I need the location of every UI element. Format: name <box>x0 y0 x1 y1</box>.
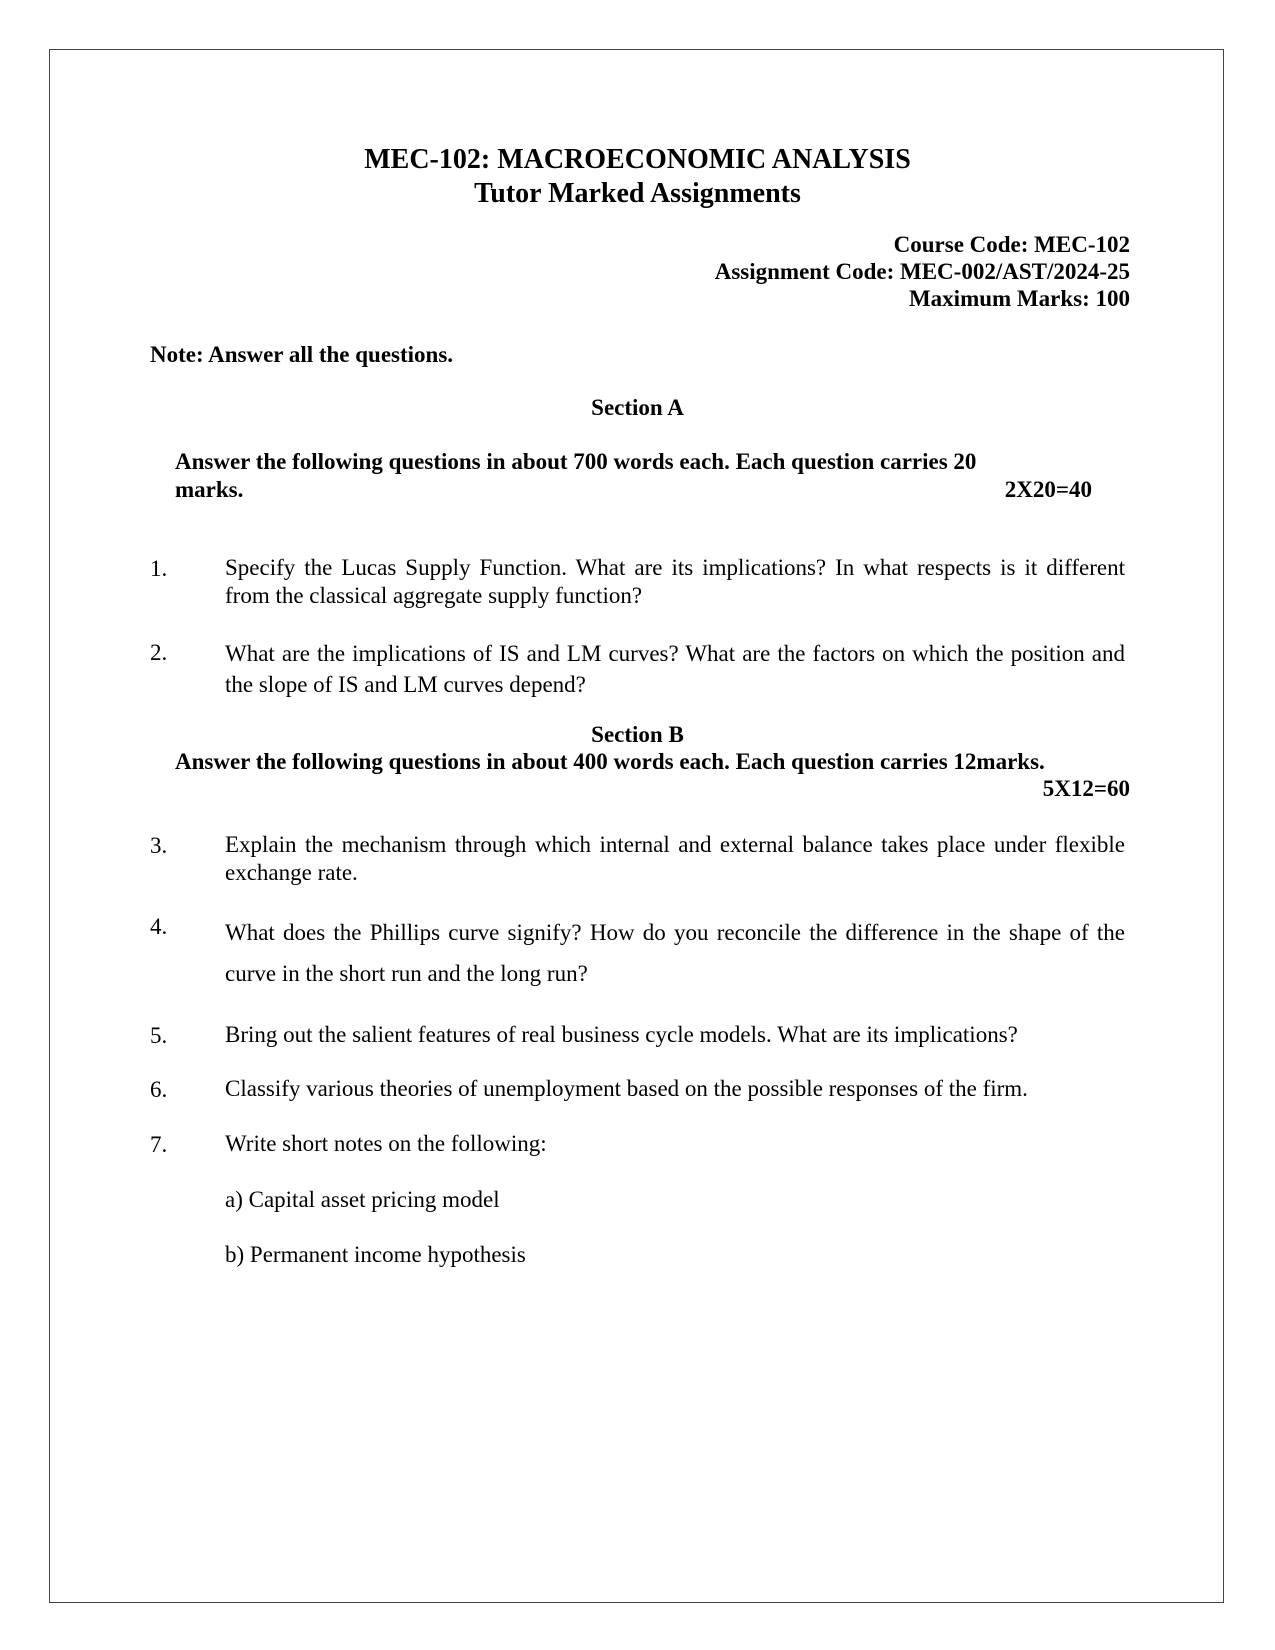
question-text: Write short notes on the following: <box>225 1131 547 1156</box>
question-number: 2. <box>150 640 168 665</box>
section-b-heading: Section B <box>591 722 684 747</box>
section-a-marks: 2X20=40 <box>1004 477 1092 502</box>
question-text: Explain the mechanism through which internal and external balance takes place under flexible exchange rate. <box>225 832 1125 885</box>
section-a-instruction: Answer the following questions in about 700 words each. Each question carries 20 <box>175 449 977 474</box>
maximum-marks: Maximum Marks: 100 <box>908 286 1130 311</box>
document-subtitle: Tutor Marked Assignments <box>474 178 801 209</box>
sub-item: a) Capital asset pricing model <box>225 1187 500 1212</box>
note: Note: Answer all the questions. <box>150 342 454 367</box>
document-title: MEC-102: MACROECONOMIC ANALYSIS <box>364 144 911 175</box>
question-number: 3. <box>150 833 168 858</box>
question-text: Specify the Lucas Supply Function. What are its implications? In what respects is it different from the classical aggregate supply function? <box>225 555 1125 608</box>
question-number: 1. <box>150 556 168 581</box>
assignment-code: Assignment Code: MEC-002/AST/2024-25 <box>714 259 1130 284</box>
question-text: What does the Phillips curve signify? How do you reconcile the difference in the shape of the curve in the short run and the long run? <box>225 920 1125 986</box>
question-number: 5. <box>150 1023 168 1048</box>
section-b-marks: 5X12=60 <box>1042 776 1130 801</box>
question-number: 7. <box>150 1132 168 1157</box>
section-a-instruction-cont: marks. <box>175 477 244 502</box>
question-number: 4. <box>150 914 168 939</box>
section-b-instruction: Answer the following questions in about 400 words each. Each question carries 12marks. <box>175 749 1045 774</box>
section-a-heading: Section A <box>591 395 684 420</box>
course-code: Course Code: MEC-102 <box>893 232 1130 257</box>
question-text: Bring out the salient features of real business cycle models. What are its implications? <box>225 1022 1018 1047</box>
sub-item: b) Permanent income hypothesis <box>225 1242 526 1267</box>
question-text: Classify various theories of unemployment based on the possible responses of the firm. <box>225 1076 1028 1101</box>
question-number: 6. <box>150 1077 168 1102</box>
question-text: What are the implications of IS and LM curves? What are the factors on which the position and the slope of IS and LM curves depend? <box>225 641 1125 697</box>
